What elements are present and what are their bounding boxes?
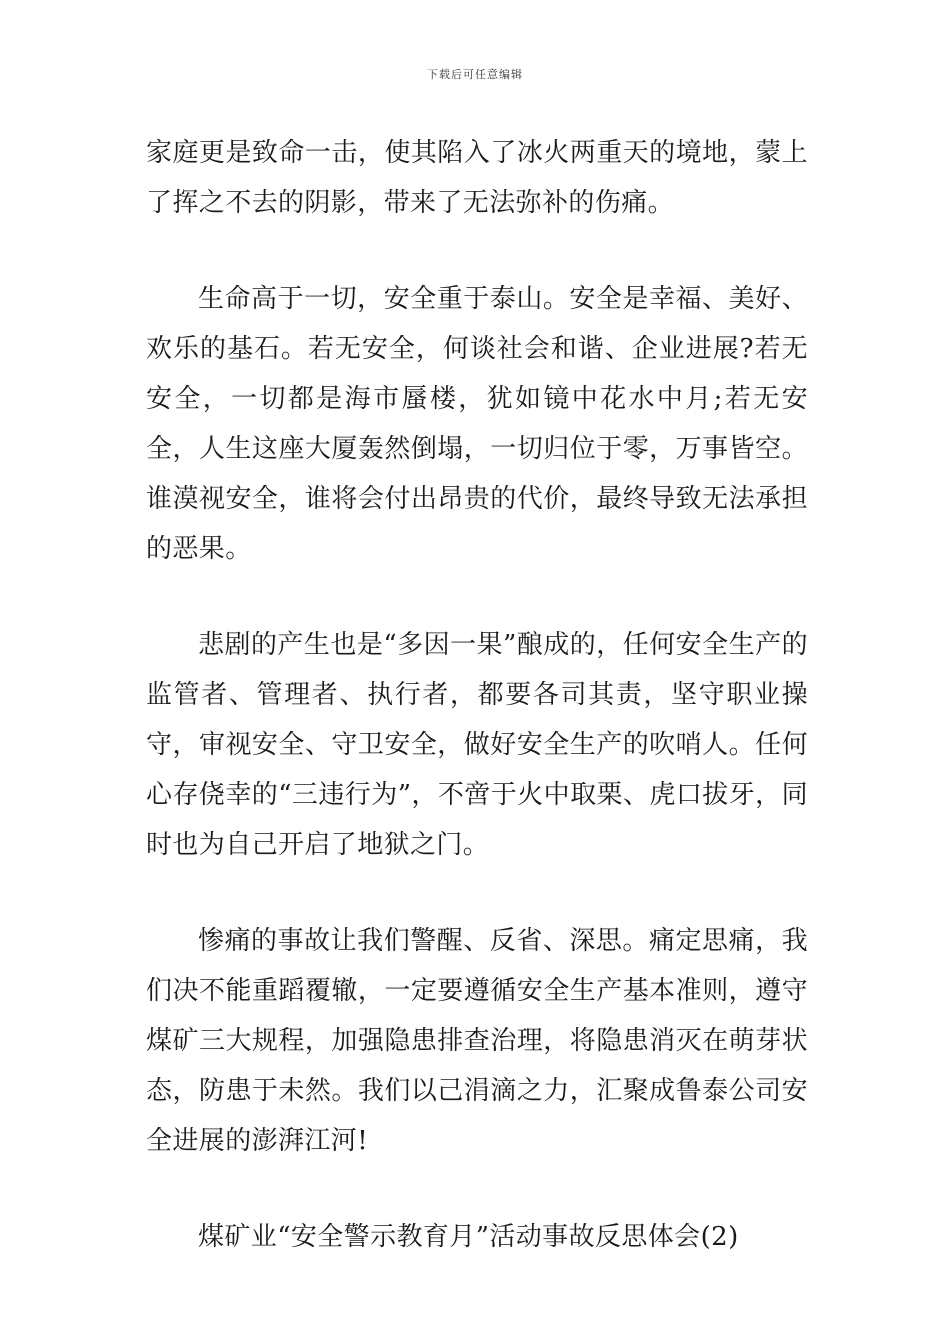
paragraph-lessons: 惨痛的事故让我们警醒、反省、深思。痛定思痛，我们决不能重蹈覆辙，一定要遵循安全生产基本准则，遵守煤矿三大规程，加强隐患排查治理，将隐患消灭在萌芽状态，防患于未然。我们以己涓滴之力，汇聚成鲁泰公司安全进展的澎湃江河! [146, 926, 808, 1156]
paragraph-gap [146, 870, 808, 916]
page-header-note: 下载后可任意编辑 [427, 68, 523, 81]
paragraph-gap [146, 1166, 808, 1212]
paragraph-gap [146, 574, 808, 620]
paragraph-safety-value: 生命高于一切，安全重于泰山。安全是幸福、美好、欢乐的基石。若无安全，何谈社会和谐、企业进展?若无安全，一切都是海市蜃楼，犹如镜中花水中月;若无安全，人生这座大厦轰然倒塌，一切归位于零，万事皆空。谁漠视安全，谁将会付出昂贵的代价，最终导致无法承担的恶果。 [146, 284, 808, 564]
section-title: 煤矿业“安全警示教育月”活动事故反思体会(2) [198, 1222, 739, 1252]
paragraph-gap [146, 228, 808, 274]
paragraph-continuation: 家庭更是致命一击，使其陷入了冰火两重天的境地，蒙上了挥之不去的阴影，带来了无法弥补的伤痛。 [146, 138, 808, 218]
paragraph-tragedy-causes: 悲剧的产生也是“多因一果”酿成的，任何安全生产的监管者、管理者、执行者，都要各司其责，坚守职业操守，审视安全、守卫安全，做好安全生产的吹哨人。任何心存侥幸的“三违行为”，不啻于火中取栗、虎口拔牙，同时也为自己开启了地狱之门。 [146, 630, 808, 860]
document-body [146, 128, 808, 1262]
